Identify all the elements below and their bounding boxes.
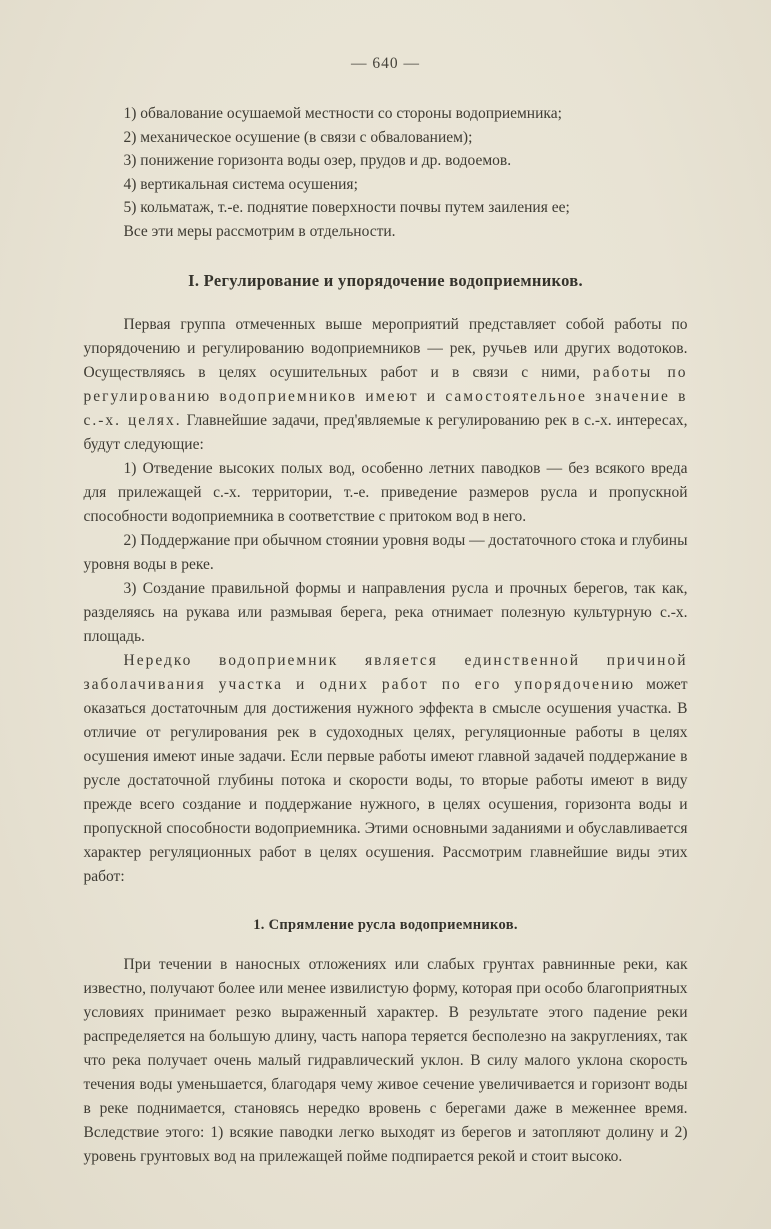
paragraph-1-text-end: Главнейшие задачи, пред'являемые к регулированию рек в с.-х. интересах, будут следующие: — [83, 412, 688, 453]
paragraph-1 — [84, 313, 688, 457]
paragraph-3: 2) Поддержание при обычном стоянии уровня воды — достаточного стока и глубины уровня воды в реке. — [83, 532, 688, 573]
paragraph-5-emphasized-text: Нередко водоприемник является единственной причиной заболачивания участка и одних работ по его упорядочению — [83, 652, 688, 693]
paragraph-1-emphasized-text: работы по регулированию водоприемников имеют и самостоятельное значение в с.-х. целях. — [83, 364, 688, 429]
list-item-4: 4) вертикальная система осушения; — [123, 175, 358, 193]
text-column — [84, 52, 688, 1169]
paragraph-2: 1) Отведение высоких полых вод, особенно летних паводков — без всякого вреда для прилежащей с.-х. территории, т.-е. приведение размеров русла и пропускной способности водоприемника в соответствие с притоком вод в него. — [83, 460, 688, 525]
list-item-3: 3) понижение горизонта воды озер, прудов и др. водоемов. — [123, 152, 512, 169]
paragraph-4: 3) Создание правильной формы и направления русла и прочных берегов, так как, разделяясь на рукава или размывая берега, река отнимает полезную культурную с.-х. площадь. — [83, 580, 688, 645]
paragraph-5-text: может оказаться достаточным для достижения нужного эффекта в смысле осушения участка. В отличие от регулирования рек в судоходных целях, регуляционные работы в целях осушения имеют иные задачи. Если первые работы имеют главной задачей поддержание в русле достаточной глубины потока и скорости воды, то вторые работы имеют в виду прежде всего создание и поддержание нужного, в целях осушения, горизонта воды и пропускной способности водоприемника. Этими основными заданиями и обуславливается характер регуляционных работ в целях осушения. Рассмотрим главнейшие виды этих работ: — [83, 676, 688, 885]
section-heading: I. Регулирование и упорядочение водоприемников. — [188, 271, 583, 290]
list-closing-line: Все эти меры рассмотрим в отдельности. — [123, 222, 396, 240]
list-item-1: 1) обвалование осушаемой местности со стороны водоприемника; — [123, 105, 562, 122]
page-header — [84, 52, 688, 76]
paragraph-5 — [84, 649, 688, 889]
list-item-5: 5) кольматаж, т.-е. поднятие поверхности почвы путем заиления ее; — [123, 199, 570, 216]
paragraph-6: При течении в наносных отложениях или слабых грунтах равнинные реки, как известно, получают более или менее извилистую форму, которая при особо благоприятных условиях принимает резко выраженный характер. В результате этого падение реки распределяется на большую длину, часть напора теряется бесполезно на закруглениях, так что река получает очень малый гидравлический уклон. В силу малого уклона скорость течения воды уменьшается, благодаря чему живое сечение увеличивается и горизонт воды в реке поднимается, становясь нередко вровень с берегами даже в меженнее время. Вследствие этого: 1) всякие паводки легко выходят из берегов и затопляют долину и 2) уровень грунтовых вод на прилежащей пойме подпирается рекой и стоит высоко. — [83, 956, 688, 1165]
subsection-heading: 1. Спрямление русла водоприемников. — [253, 917, 518, 933]
measures-list — [84, 102, 688, 243]
paragraph-1-text: Первая группа отмеченных выше мероприятий представляет собой работы по упорядочению и регулированию водоприемников — рек, ручьев или других водотоков. Осуществляясь в целях осушительных работ и в связи с ними, — [83, 316, 688, 381]
page-number: — 640 — — [351, 55, 420, 72]
list-item-2: 2) механическое осушение (в связи с обвалованием); — [123, 128, 473, 146]
